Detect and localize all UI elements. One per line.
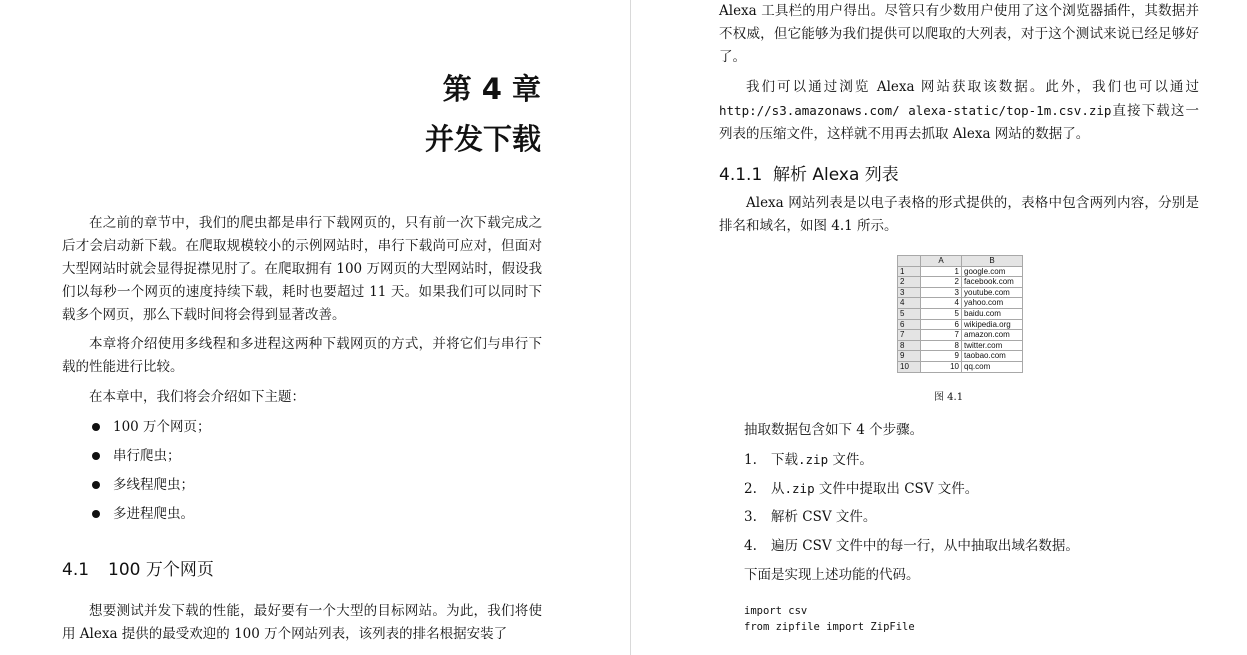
row-number: 5 [898,308,921,319]
step-text: 从 [771,481,785,497]
step-item [744,535,1079,564]
spreadsheet-row [898,298,1023,309]
spreadsheet-row [898,319,1023,330]
step-number: 3. [744,509,757,525]
subsection-title: 解析 Alexa 列表 [773,165,899,185]
domain-cell: youtube.com [962,287,1023,298]
code-intro: 下面是实现上述功能的代码。 [744,567,920,583]
domain-cell: amazon.com [962,330,1023,341]
domain-cell: twitter.com [962,340,1023,351]
step-code: .zip [798,452,829,467]
step-number: 2. [744,481,757,497]
domain-cell: qq.com [962,361,1023,372]
spreadsheet-row [898,340,1023,351]
step-code: .zip [784,481,815,496]
alexa-spreadsheet [897,255,1023,373]
step-item [744,477,1079,506]
code-line: import csv [744,605,808,617]
subsection-heading [719,160,899,185]
topic-label: 多线程爬虫； [113,477,194,493]
rank-cell: 8 [921,340,962,351]
intro-paragraph: 在之前的章节中，我们的爬虫都是串行下载网页的，只有前一次下载完成之后才会启动新下载。在爬取规模较小的示例网站时，串行下载尚可应对，但面对大型网站时就会显得捉襟见肘了。在爬取拥有 100 万网页的大型网站时，假设我们以每秒一个网页的速度持续下载，耗时也要超过 11 天。如果我们可以同时下载多个网页，那么下载时间将会得到显著改善。 [62,215,542,323]
step-item [744,448,1079,477]
section-number: 4.1 [62,560,90,580]
rank-cell: 5 [921,308,962,319]
download-url: http://s3.amazonaws.com/ alexa-static/top-1m.csv.zip [719,103,1112,118]
domain-cell: yahoo.com [962,298,1023,309]
section-title: 100 万个网页 [108,560,214,580]
download-text-prefix: 我们可以通过浏览 Alexa 网站获取该数据。此外，我们也可以通过 [746,79,1199,95]
rank-cell: 6 [921,319,962,330]
method-paragraph: 本章将介绍使用多线程和多进程这两种下载网页的方式，并将它们与串行下载的性能进行比较。 [62,336,542,375]
spreadsheet-header-row [898,256,1023,267]
rank-cell: 2 [921,277,962,288]
spreadsheet-corner [898,256,921,267]
domain-cell: google.com [962,266,1023,277]
row-number: 7 [898,330,921,341]
bullet-icon [92,423,100,431]
step-text-after: 文件中提取出 CSV 文件。 [814,481,979,497]
download-paragraph [719,76,1199,146]
step-number: 1. [744,452,757,468]
rank-cell: 1 [921,266,962,277]
row-number: 9 [898,351,921,362]
topic-label: 多进程爬虫。 [113,506,194,522]
topic-item [88,500,211,529]
topic-item [88,442,211,471]
spreadsheet-row [898,361,1023,372]
list-paragraph: Alexa 网站列表是以电子表格的形式提供的，表格中包含两列内容，分别是排名和域名，如图 4.1 所示。 [719,195,1199,234]
continuation-paragraph: Alexa 工具栏的用户得出。尽管只有少数用户使用了这个浏览器插件，其数据并不权威，但它能够为我们提供可以爬取的大列表，对于这个测试来说已经足够好了。 [719,3,1199,65]
topic-label: 串行爬虫； [113,448,181,464]
spreadsheet-row [898,308,1023,319]
topic-label: 100 万个网页； [113,419,211,435]
domain-cell: facebook.com [962,277,1023,288]
step-number: 4. [744,538,757,554]
topic-item [88,413,211,442]
spreadsheet-row [898,330,1023,341]
domain-cell: wikipedia.org [962,319,1023,330]
spreadsheet-row [898,277,1023,288]
right-page [631,0,1247,655]
bullet-icon [92,510,100,518]
spreadsheet-row [898,266,1023,277]
chapter-title: 并发下载 [424,122,541,156]
section-heading [62,555,214,580]
row-number: 1 [898,266,921,277]
row-number: 6 [898,319,921,330]
figure-caption: 图 4.1 [934,392,964,403]
rank-cell: 4 [921,298,962,309]
topic-item [88,471,211,500]
bullet-icon [92,452,100,460]
spreadsheet-row [898,287,1023,298]
code-block [744,603,915,635]
row-number: 10 [898,361,921,372]
step-text: 解析 CSV 文件。 [771,509,877,525]
step-item [744,506,1079,535]
section-paragraph: 想要测试并发下载的性能，最好要有一个大型的目标网站。为此，我们将使用 Alexa 提供的最受欢迎的 100 万个网站列表，该列表的排名根据安装了 [62,603,542,642]
row-number: 2 [898,277,921,288]
topics-intro: 在本章中，我们将会介绍如下主题： [89,389,305,405]
row-number: 4 [898,298,921,309]
rank-cell: 7 [921,330,962,341]
domain-cell: baidu.com [962,308,1023,319]
bullet-icon [92,481,100,489]
code-line: from zipfile import ZipFile [744,621,915,633]
step-text-after: 文件。 [828,452,873,468]
step-text: 遍历 CSV 文件中的每一行，从中抽取出域名数据。 [771,538,1079,554]
row-number: 8 [898,340,921,351]
step-text: 下载 [771,452,798,468]
steps-list [744,448,1079,564]
steps-intro: 抽取数据包含如下 4 个步骤。 [744,422,924,438]
rank-cell: 9 [921,351,962,362]
subsection-number: 4.1.1 [719,165,763,185]
rank-cell: 3 [921,287,962,298]
rank-cell: 10 [921,361,962,372]
topic-list [88,413,211,529]
spreadsheet-row [898,351,1023,362]
chapter-number: 第 4 章 [442,72,541,106]
download-text-suffix: 直接下载这一列表的压缩文件，这样就不用再去抓取 Alexa 网站的数据了。 [719,103,1199,142]
column-header: A [921,256,962,267]
column-header: B [962,256,1023,267]
domain-cell: taobao.com [962,351,1023,362]
row-number: 3 [898,287,921,298]
